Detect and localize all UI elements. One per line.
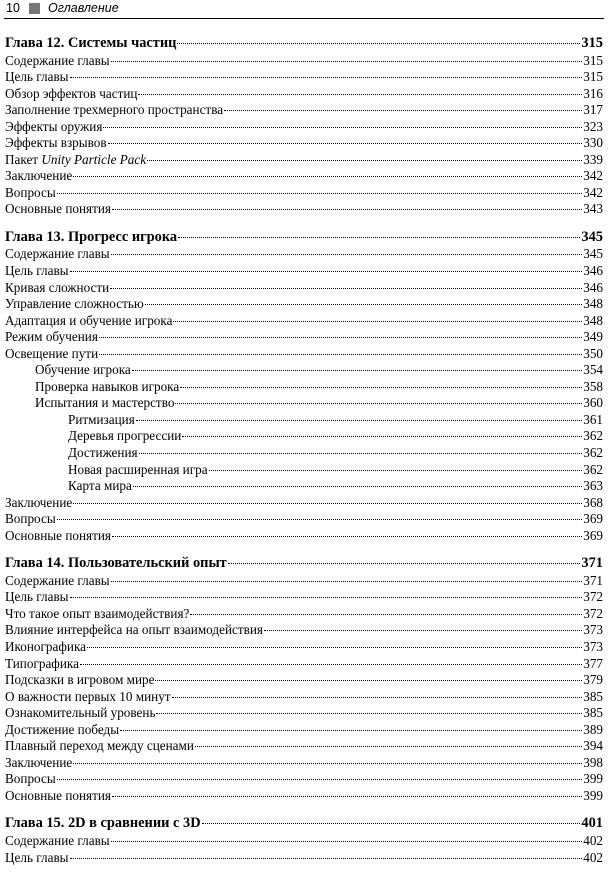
entry-page-number: 348	[583, 296, 603, 312]
entry-text: О важности первых 10 минут	[5, 688, 171, 704]
chapter-title: Глава 13. Прогресс игрока	[5, 228, 178, 245]
dot-leader	[180, 387, 582, 388]
entry-page-number: 343	[583, 201, 603, 217]
toc-entry	[5, 771, 603, 788]
dot-leader	[57, 193, 583, 194]
dot-leader	[112, 536, 582, 537]
dot-leader	[173, 321, 582, 322]
entry-page-number: 389	[583, 721, 603, 737]
toc-entry	[5, 689, 603, 706]
entry-title	[5, 152, 146, 169]
entry-title	[5, 656, 79, 673]
entry-title	[5, 788, 111, 805]
entry-text: Кривая сложности	[5, 279, 110, 295]
entry-text: Достижение победы	[5, 721, 120, 737]
running-title: Оглавление	[48, 1, 119, 15]
entry-page-number: 371	[583, 572, 603, 588]
entry-title	[5, 119, 102, 136]
entry-text: Управление сложностью	[5, 296, 144, 312]
entry-text: Обзор эффектов частиц	[5, 85, 138, 101]
dot-leader	[178, 237, 580, 238]
entry-title	[68, 462, 208, 479]
dot-leader	[228, 563, 581, 564]
header-square-icon	[29, 3, 40, 14]
entry-page-number: 385	[583, 705, 603, 721]
chapter-page-number: 315	[581, 35, 603, 51]
entry-text: Эффекты оружия	[5, 118, 103, 134]
entry-text: Содержание главы	[5, 246, 110, 262]
entry-text: Эффекты взрывов	[5, 135, 107, 151]
entry-text: Достижения	[68, 445, 138, 461]
toc-entry	[5, 495, 603, 512]
entry-page-number: 342	[583, 184, 603, 200]
entry-page-number: 402	[583, 849, 603, 865]
dot-leader	[70, 858, 583, 859]
dot-leader	[57, 519, 583, 520]
entry-text: Цель главы	[5, 263, 69, 279]
entry-text: Типографика	[5, 655, 79, 671]
entry-title	[68, 428, 181, 445]
entry-title	[5, 280, 109, 297]
entry-text: Освещение пути	[5, 345, 99, 361]
toc-entry	[5, 53, 603, 70]
entry-title	[35, 362, 131, 379]
toc-entry	[5, 346, 603, 363]
entry-text: Заключение	[5, 168, 73, 184]
entry-text: Заполнение трехмерного пространства	[5, 102, 224, 118]
entry-page-number: 399	[583, 771, 603, 787]
entry-italic-text: Unity Particle Pack	[41, 151, 147, 167]
entry-page-number: 360	[583, 395, 603, 411]
dot-leader	[156, 713, 582, 714]
toc-entry	[5, 329, 603, 346]
entry-text: Карта мира	[68, 478, 132, 494]
dot-leader	[177, 43, 580, 44]
dot-leader	[57, 779, 583, 780]
dot-leader	[139, 453, 583, 454]
entry-page-number: 373	[583, 639, 603, 654]
entry-title	[68, 478, 132, 495]
dot-leader	[175, 403, 582, 404]
toc-entry	[5, 850, 603, 867]
dot-leader	[147, 160, 582, 161]
toc-entry	[5, 201, 603, 218]
entry-title	[5, 246, 110, 263]
dot-leader	[70, 271, 583, 272]
entry-title	[5, 755, 72, 772]
toc-entry	[5, 102, 603, 119]
toc-entry	[5, 755, 603, 772]
chapter-section	[5, 228, 603, 544]
entry-title	[5, 573, 110, 590]
dot-leader	[112, 796, 582, 797]
toc-entry	[5, 622, 603, 639]
entry-title	[5, 201, 111, 218]
dot-leader	[111, 581, 583, 582]
entry-page-number: 402	[583, 832, 603, 848]
entry-text: Пакет	[5, 151, 42, 167]
entry-title	[5, 639, 86, 656]
entry-text: Режим обучения	[5, 329, 98, 345]
entry-text: Заключение	[5, 494, 73, 510]
dot-leader	[110, 288, 582, 289]
dot-leader	[182, 436, 582, 437]
entry-page-number: 372	[583, 589, 603, 605]
entry-page-number: 323	[583, 118, 603, 134]
dot-leader	[155, 680, 582, 681]
toc-entry	[5, 722, 603, 739]
toc-entry	[5, 86, 603, 103]
chapter-page-number: 401	[581, 815, 603, 832]
entry-title	[5, 850, 69, 867]
entry-text: Ознакомительный уровень	[5, 705, 156, 721]
dot-leader	[136, 420, 582, 421]
entry-page-number: 372	[583, 605, 603, 621]
entry-text: Основные понятия	[5, 787, 111, 803]
toc-entry	[5, 478, 603, 495]
toc-entry	[5, 528, 603, 545]
entry-page-number: 346	[583, 279, 603, 295]
entry-text: Адаптация и обучение игрока	[5, 312, 173, 328]
chapter-title: Глава 15. 2D в сравнении с 3D	[5, 815, 201, 832]
entry-text: Содержание главы	[5, 572, 110, 588]
entry-title	[5, 705, 155, 722]
entry-title	[35, 379, 179, 396]
entry-text: Проверка навыков игрока	[35, 378, 180, 394]
entry-title	[5, 589, 69, 606]
entry-page-number: 377	[583, 655, 603, 671]
entry-text: Содержание главы	[5, 52, 110, 68]
entry-page-number: 399	[583, 787, 603, 803]
entry-text: Цель главы	[5, 589, 69, 605]
entry-text: Плавный переход между сценами	[5, 738, 194, 754]
toc-entry	[5, 428, 603, 445]
toc-entry	[5, 573, 603, 590]
toc-entry	[5, 152, 603, 169]
entry-page-number: 398	[583, 754, 603, 770]
entry-page-number: 362	[583, 445, 603, 461]
dot-leader	[209, 470, 583, 471]
entry-title	[5, 263, 69, 280]
entry-title	[5, 135, 107, 152]
dot-leader	[132, 370, 582, 371]
entry-page-number: 316	[583, 85, 603, 101]
entry-page-number: 330	[583, 135, 603, 151]
entry-page-number: 373	[583, 622, 603, 638]
entry-text: Испытания и мастерство	[35, 395, 175, 411]
toc-entry	[5, 511, 603, 528]
toc-entry	[5, 185, 603, 202]
entry-page-number: 361	[583, 411, 603, 427]
entry-title	[5, 296, 144, 313]
chapter-section	[5, 34, 603, 218]
entry-text: Ритмизация	[68, 411, 135, 427]
entry-page-number: 354	[583, 362, 603, 378]
dot-leader	[112, 209, 582, 210]
entry-title	[5, 722, 119, 739]
dot-leader	[73, 176, 582, 177]
entry-title	[5, 53, 110, 70]
entry-title	[68, 445, 138, 462]
toc-entry	[5, 379, 603, 396]
entry-page-number: 385	[583, 688, 603, 704]
entry-title	[5, 738, 194, 755]
toc-entry	[5, 833, 603, 850]
dot-leader	[70, 597, 583, 598]
dot-leader	[145, 304, 583, 305]
dot-leader	[224, 110, 582, 111]
entry-text: Что такое опыт взаимодействия?	[5, 605, 190, 621]
entry-page-number: 349	[583, 329, 603, 345]
entry-title	[5, 86, 137, 103]
entry-title	[5, 833, 110, 850]
entry-page-number: 350	[583, 345, 603, 361]
toc-entry	[5, 168, 603, 185]
chapter-section	[5, 554, 603, 804]
entry-page-number: 315	[583, 69, 603, 85]
entry-page-number: 368	[583, 494, 603, 510]
entry-page-number: 369	[583, 527, 603, 543]
dot-leader	[133, 486, 582, 487]
entry-text: Подсказки в игровом мире	[5, 672, 155, 688]
dot-leader	[103, 127, 582, 128]
dot-leader	[111, 254, 583, 255]
toc-entry	[5, 606, 603, 623]
toc-entry	[5, 69, 603, 86]
dot-leader	[99, 354, 582, 355]
entry-page-number: 358	[583, 378, 603, 394]
toc-entry	[5, 313, 603, 330]
entry-text: Вопросы	[5, 511, 56, 527]
entry-page-number: 348	[583, 312, 603, 328]
toc-entry	[5, 395, 603, 412]
entry-text: Основные понятия	[5, 201, 111, 217]
page-number: 10	[6, 1, 20, 15]
toc-entry	[5, 788, 603, 805]
entry-text: Основные понятия	[5, 527, 111, 543]
dot-leader	[99, 337, 582, 338]
entry-title	[5, 672, 154, 689]
toc-entry	[5, 412, 603, 429]
table-of-contents	[5, 34, 603, 876]
chapter-heading	[5, 814, 603, 833]
entry-title	[5, 528, 111, 545]
dot-leader	[73, 763, 582, 764]
entry-title	[5, 511, 56, 528]
entry-title	[68, 412, 135, 429]
toc-entry	[5, 296, 603, 313]
entry-title	[5, 329, 98, 346]
entry-title	[5, 689, 171, 706]
dot-leader	[190, 614, 582, 615]
entry-title	[5, 622, 263, 639]
toc-entry	[5, 462, 603, 479]
chapter-section	[5, 814, 603, 866]
toc-entry	[5, 362, 603, 379]
dot-leader	[195, 746, 582, 747]
chapter-title: Глава 12. Системы частиц	[5, 35, 177, 51]
entry-page-number: 315	[583, 52, 603, 68]
entry-title	[5, 185, 56, 202]
entry-title	[5, 495, 72, 512]
toc-entry	[5, 246, 603, 263]
toc-entry	[5, 705, 603, 722]
entry-text: Новая расширенная игра	[68, 461, 208, 477]
entry-text: Влияние интерфейса на опыт взаимодействия	[5, 622, 263, 638]
toc-entry	[5, 639, 603, 656]
entry-text: Заключение	[5, 754, 73, 770]
toc-entry	[5, 135, 603, 152]
dot-leader	[70, 77, 583, 78]
entry-text: Обучение игрока	[35, 362, 131, 378]
entry-title	[5, 168, 72, 185]
entry-page-number: 379	[583, 672, 603, 688]
dot-leader	[87, 647, 582, 648]
entry-page-number: 363	[583, 478, 603, 494]
dot-leader	[111, 61, 583, 62]
toc-entry	[5, 738, 603, 755]
entry-title	[5, 102, 223, 119]
dot-leader	[202, 823, 581, 824]
entry-title	[5, 313, 172, 330]
entry-title	[5, 771, 56, 788]
entry-page-number: 369	[583, 511, 603, 527]
chapter-page-number: 345	[581, 228, 603, 245]
entry-page-number: 362	[583, 461, 603, 477]
dot-leader	[264, 630, 582, 631]
entry-text: Содержание главы	[5, 832, 110, 848]
toc-entry	[5, 656, 603, 673]
toc-entry	[5, 672, 603, 689]
chapter-heading	[5, 228, 603, 247]
dot-leader	[80, 664, 582, 665]
entry-title	[5, 606, 189, 623]
chapter-page-number: 371	[581, 555, 603, 572]
page-header	[4, 0, 604, 19]
toc-entry	[5, 445, 603, 462]
entry-title	[5, 346, 98, 363]
toc-entry	[5, 589, 603, 606]
entry-text: Вопросы	[5, 184, 56, 200]
entry-text: Деревья прогрессии	[68, 428, 182, 444]
dot-leader	[138, 94, 582, 95]
entry-page-number: 339	[583, 151, 603, 167]
entry-page-number: 345	[583, 246, 603, 262]
chapter-heading	[5, 554, 603, 573]
entry-text: Цель главы	[5, 849, 69, 865]
entry-title	[35, 395, 174, 412]
chapter-title: Глава 14. Пользовательский опыт	[5, 555, 227, 572]
entry-title	[5, 69, 69, 86]
dot-leader	[111, 841, 583, 842]
entry-text: Вопросы	[5, 771, 56, 787]
dot-leader	[108, 143, 583, 144]
dot-leader	[120, 730, 582, 731]
entry-page-number: 317	[583, 102, 603, 118]
dot-leader	[73, 503, 582, 504]
entry-text: Иконографика	[5, 639, 87, 654]
entry-page-number: 342	[583, 168, 603, 184]
entry-text: Цель главы	[5, 69, 69, 85]
entry-page-number: 362	[583, 428, 603, 444]
entry-page-number: 394	[583, 738, 603, 754]
entry-page-number: 346	[583, 263, 603, 279]
toc-entry	[5, 280, 603, 297]
toc-entry	[5, 119, 603, 136]
dot-leader	[172, 697, 583, 698]
toc-entry	[5, 263, 603, 280]
chapter-heading	[5, 34, 603, 53]
